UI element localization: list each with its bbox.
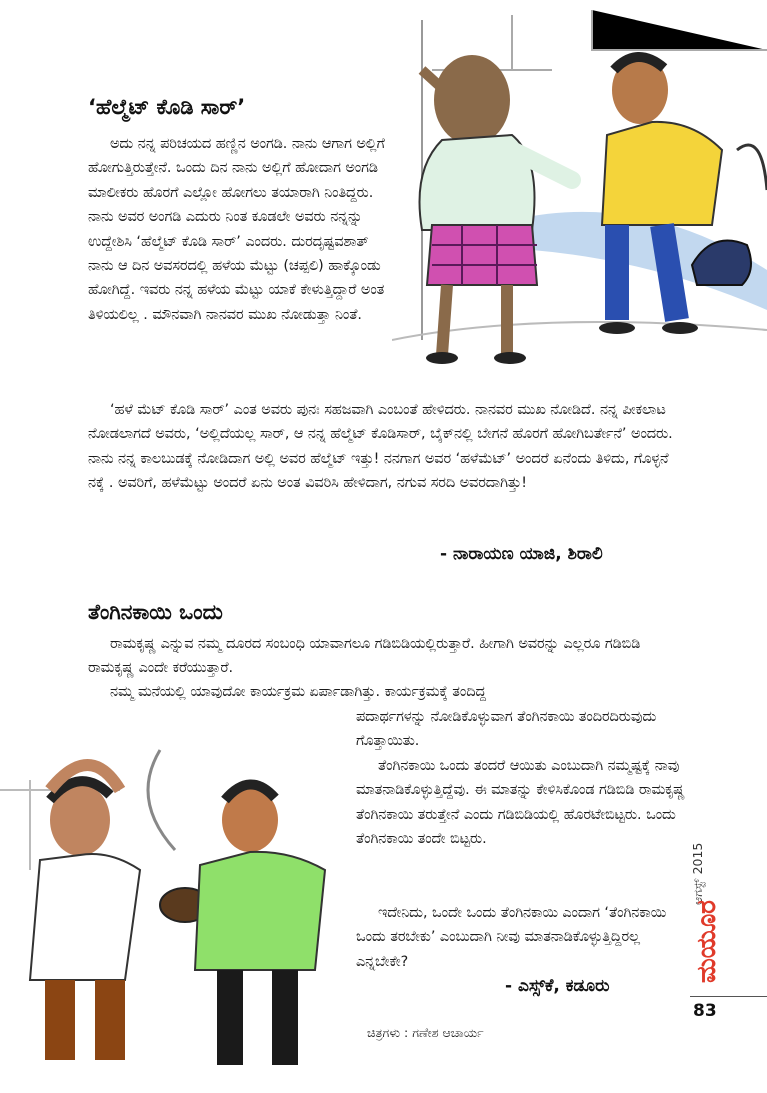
story-paragraph: ಇದೇನಿದು, ಒಂದೇ ಒಂದು ತೆಂಗಿನಕಾಯಿ ಎಂದಾಗ ‘ತೆಂಗಿನಕಾಯಿ ಒಂದು ತರಬೇಕು’ ಎಂಬುದಾಗಿ ನೀವು ಮಾತನಾಡಿಕೊಳ್ಳುತ್ತಿದ್ದಿರಲ್ಲ ಎನ್ನಬೇಕೇ? bbox=[356, 905, 667, 970]
story-paragraph: ಪದಾರ್ಥಗಳನ್ನು ನೋಡಿಕೊಳ್ಳುವಾಗ ತೆಂಗಿನಕಾಯಿ ತಂದಿರದಿರುವುದು ಗೊತ್ತಾಯಿತು. bbox=[356, 709, 657, 750]
illustration-credit: ಚಿತ್ರಗಳು : ಗಣೇಶ ಆಚಾರ್ಯ bbox=[367, 1025, 484, 1040]
story-paragraph: ತೆಂಗಿನಕಾಯಿ ಒಂದು ತಂದರೆ ಆಯಿತು ಎಂಬುದಾಗಿ ನಮ್ಮಷ್ಟಕ್ಕೆ ನಾವು ಮಾತನಾಡಿಕೊಳ್ಳುತ್ತಿದ್ದೆವು. ಈ ಮಾತನ್ನು ಕೇಳಿಸಿಕೊಂಡ ಗಡಿಬಿಡಿ ರಾಮಕೃಷ್ಣ ತೆಂಗಿನಕಾಯಿ ತರುತ್ತೇನೆ ಎಂದು ಗಡಿಬಿಡಿಯಲ್ಲಿ ಹೊರಟೇಬಿಟ್ಟರು. ಒಂದು ತೆಂಗಿನಕಾಯಿ ತಂದೇ ಬಿಟ್ಟರು. bbox=[356, 758, 685, 848]
story-paragraph: ಅದು ನನ್ನ ಪರಿಚಯದ ಹಣ್ಣಿನ ಅಂಗಡಿ. ನಾನು ಆಗಾಗ ಅಲ್ಲಿಗೆ ಹೋಗುತ್ತಿರುತ್ತೇನೆ. ಒಂದು ದಿನ ನಾನು ಅಲ್ಲಿಗೆ ಹೋದಾಗ ಅಂಗಡಿ ಮಾಲೀಕರು ಹೊರಗೆ ಎಲ್ಲೋ ಹೋಗಲು ತಯಾರಾಗಿ ನಿಂತಿದ್ದರು. ನಾನು ಅವರ ಅಂಗಡಿ ಎದುರು ನಿಂತ ಕೂಡಲೇ ಅವರು ನನ್ನನ್ನು ಉದ್ದೇಶಿಸಿ ‘ಹೆಲ್ಮೆಟ್ ಕೊಡಿ ಸಾರ್’ ಎಂದರು. ದುರದೃಷ್ಟವಶಾತ್ ನಾನು ಆ ದಿನ ಅವಸರದಲ್ಲಿ ಹಳೆಯ ಮೆಟ್ಟು (ಚಪ್ಪಲಿ) ಹಾಕ್ಕೊಂಡು ಹೋಗಿದ್ದೆ. ಇವರು ನನ್ನ ಹಳೆಯ ಮೆಟ್ಟು ಯಾಕೆ ಕೇಳುತ್ತಿದ್ದಾರೆ ಅಂತ ತಿಳಿಯಲಿಲ್ಲ . ಮೌನವಾಗಿ ನಾನವರ ಮುಖ ನೋಡುತ್ತಾ ನಿಂತೆ. bbox=[88, 136, 385, 323]
coconut-cartoon-illustration bbox=[0, 720, 350, 1088]
author-byline: - ನಾರಾಯಣ ಯಾಜಿ, ಶಿರಾಲಿ bbox=[440, 544, 603, 564]
helmet-cartoon-illustration bbox=[392, 10, 767, 375]
magazine-logo bbox=[690, 880, 720, 985]
page-number: 83 bbox=[693, 1001, 717, 1021]
story-title: ‘ಹೆಲ್ಮೆಟ್ ಕೊಡಿ ಸಾರ್’ bbox=[88, 95, 246, 119]
story-paragraph: ನಮ್ಮ ಮನೆಯಲ್ಲಿ ಯಾವುದೋ ಕಾರ್ಯಕ್ರಮ ಏರ್ಪಾಡಾಗಿತ್ತು. ಕಾರ್ಯಕ್ರಮಕ್ಕೆ ತಂದಿದ್ದ bbox=[110, 684, 486, 700]
story-paragraph: ರಾಮಕೃಷ್ಣ ಎನ್ನುವ ನಮ್ಮ ದೂರದ ಸಂಬಂಧಿ ಯಾವಾಗಲೂ ಗಡಿಬಿಡಿಯಲ್ಲಿರುತ್ತಾರೆ. ಹೀಗಾಗಿ ಅವರನ್ನು ಎಲ್ಲರೂ ಗಡಿಬಿಡಿ ರಾಮಕೃಷ್ಣ ಎಂದೇ ಕರೆಯುತ್ತಾರೆ. bbox=[88, 636, 641, 677]
story-title: ತೆಂಗಿನಕಾಯಿ ಒಂದು bbox=[88, 600, 223, 624]
author-byline: - ಎಸ್ಸ್‌ಕೆ, ಕಡೂರು bbox=[505, 976, 610, 996]
issue-date: ಆಗಸ್ಟ್ 2015 bbox=[690, 842, 705, 905]
story-paragraph: ‘ಹಳೆ ಮೆಟ್ ಕೊಡಿ ಸಾರ್’ ಎಂತ ಅವರು ಪುನಃ ಸಹಜವಾಗಿ ಎಂಬಂತೆ ಹೇಳಿದರು. ನಾನವರ ಮುಖ ನೋಡಿದೆ. ನನ್ನ ಪೀಕಲಾಟ ನೋಡಲಾಗದೆ ಅವರು, ‘ಅಲ್ಲಿದೆಯಲ್ಲ ಸಾರ್, ಆ ನನ್ನ ಹೆಲ್ಮೆಟ್ ಕೊಡಿಸಾರ್, ಬೈಕ್‌ನಲ್ಲಿ ಬೇಗನೆ ಹೊರಗೆ ಹೋಗಿಬರ್ತೇನೆ’ ಅಂದರು. ನಾನು ನನ್ನ ಕಾಲಬುಡಕ್ಕೆ ನೋಡಿದಾಗ ಅಲ್ಲಿ ಅವರ ಹೆಲ್ಮೆಟ್ ಇತ್ತು! ನನಗಾಗ ಅವರ ‘ಹಳೆಮೆಟ್’ ಅಂದರೆ ಏನೆಂದು ತಿಳಿದು, ಗೊಳ್ಳನೆ ನಕ್ಕೆ . ಅವರಿಗೆ, ಹಳೆಮೆಟ್ಟು ಅಂದರೆ ಏನು ಅಂತ ವಿವರಿಸಿ ಹೇಳಿದಾಗ, ನಗುವ ಸರದಿ ಅವರದಾಗಿತ್ತು! bbox=[88, 402, 673, 492]
page-rule bbox=[690, 996, 767, 997]
magazine-logo-mark bbox=[690, 880, 720, 985]
svg-text:ಮಯೂರ: ಮಯೂರ bbox=[692, 900, 720, 983]
